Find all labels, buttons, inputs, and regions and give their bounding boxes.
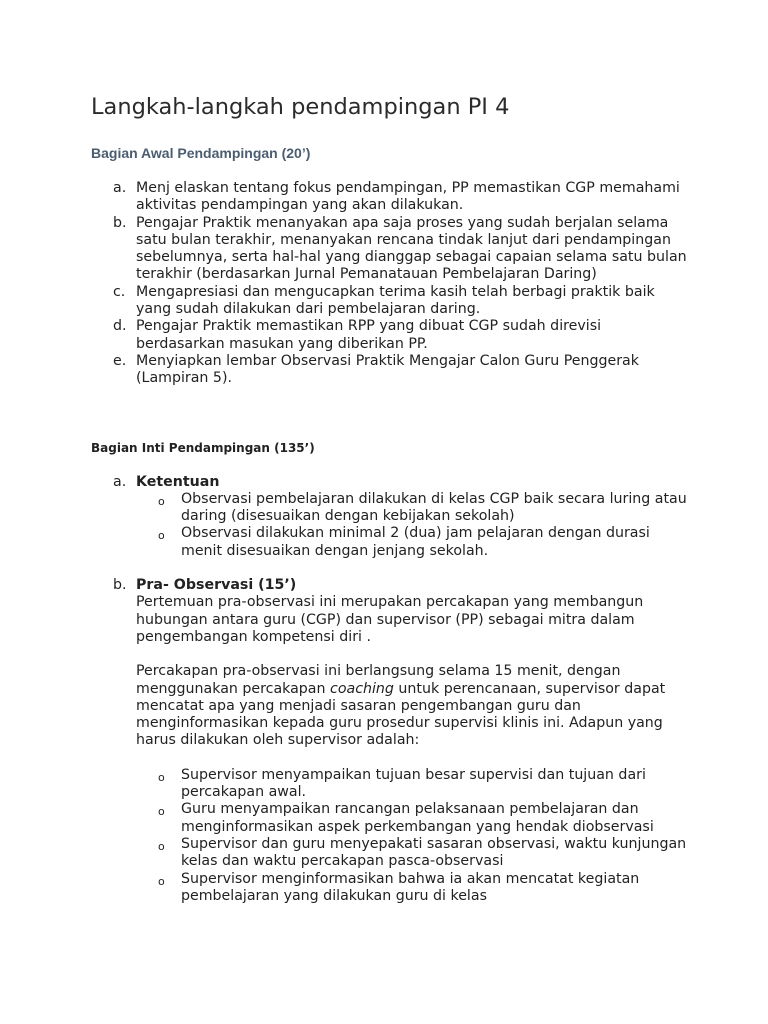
bullet-text: Observasi dilakukan minimal 2 (dua) jam pelajaran dengan durasi menit disesuaikan dengan jenjang sekolah. (181, 525, 650, 559)
list-item-text: Mengapresiasi dan mengucapkan terima kasih telah berbagi praktik baik yang sudah dilakukan dari pembelajaran daring. (136, 283, 655, 318)
bullet-item (91, 836, 691, 871)
bullet-text: Supervisor menginformasikan bahwa ia akan mencatat kegiatan pembelajaran yang dilakukan guru di kelas (181, 870, 640, 904)
bullet-item (91, 767, 691, 802)
pra-observasi-label: Pra- Observasi (15’) (136, 577, 297, 594)
bullet-marker: o (158, 770, 165, 784)
list-item (91, 180, 691, 215)
bullet-text: Observasi pembelajaran dilakukan di kelas CGP baik secara luring atau daring (disesuaikan dengan kebijakan sekolah) (181, 490, 687, 525)
pra-observasi-bullets (91, 767, 691, 905)
section-heading-inti: Bagian Inti Pendampingan (135’) (91, 440, 315, 455)
list-marker: c. (113, 283, 126, 300)
list-item (91, 353, 691, 388)
bullet-marker: o (158, 529, 165, 543)
list-item-ketentuan (91, 474, 691, 560)
inti-list (91, 474, 691, 906)
list-marker: b. (113, 214, 127, 231)
list-marker: b. (113, 577, 127, 594)
bullet-item (91, 491, 691, 526)
ketentuan-bullets (91, 491, 691, 560)
list-marker: d. (113, 318, 127, 335)
bullet-item (91, 525, 691, 560)
bullet-marker: o (158, 494, 165, 508)
para2-text-after: untuk perencanaan, supervisor dapat mencatat apa yang menjadi sasaran pengembangan guru dan menginformasikan kepada guru prosedur supervisi klinis ini. Adapun yang harus dilakukan oleh supervisor adalah: (136, 680, 666, 749)
list-item (91, 318, 691, 353)
pra-observasi-paragraph-2 (136, 663, 691, 749)
list-item-text: Menj elaskan tentang fokus pendampingan, PP memastikan CGP memahami aktivitas pendampingan yang akan dilakukan. (136, 180, 680, 214)
section-heading-awal: Bagian Awal Pendampingan (20’) (91, 145, 311, 161)
list-item (91, 284, 691, 319)
para2-text-before: Percakapan pra-observasi ini berlangsung selama 15 menit, dengan menggunakan percakapan (136, 663, 621, 697)
page-title: Langkah-langkah pendampingan PI 4 (91, 94, 510, 120)
ketentuan-label: Ketentuan (136, 473, 220, 490)
list-marker: a. (113, 180, 127, 196)
list-marker: a. (113, 473, 127, 490)
awal-list (91, 180, 691, 388)
document-page (91, 92, 691, 905)
bullet-marker: o (158, 839, 165, 853)
para2-italic: coaching (330, 680, 394, 697)
list-item-pra-observasi (91, 577, 691, 905)
bullet-text: Supervisor menyampaikan tujuan besar supervisi dan tujuan dari percakapan awal. (181, 766, 646, 801)
list-item (91, 215, 691, 284)
list-item-text: Pengajar Praktik menanyakan apa saja proses yang sudah berjalan selama satu bulan terakhir, menanyakan rencana tindak lanjut dari pendampingan sebelumnya, serta hal-hal yang dianggap sebagai capaian selama satu bulan terakhir (berdasarkan Jurnal Pemanatauan Pembelajaran Daring) (136, 214, 687, 283)
list-marker: e. (113, 352, 127, 369)
bullet-item (91, 801, 691, 836)
bullet-marker: o (158, 874, 165, 888)
list-item-text: Pengajar Praktik memastikan RPP yang dibuat CGP sudah direvisi berdasarkan masukan yang diberikan PP. (136, 318, 602, 352)
bullet-text: Supervisor dan guru menyepakati sasaran observasi, waktu kunjungan kelas dan waktu percakapan pasca-observasi (181, 835, 687, 870)
bullet-marker: o (158, 805, 165, 819)
bullet-item (91, 871, 691, 906)
bullet-text: Guru menyampaikan rancangan pelaksanaan pembelajaran dan menginformasikan aspek perkembangan yang hendak diobservasi (181, 801, 654, 835)
pra-observasi-paragraph-1: Pertemuan pra-observasi ini merupakan percakapan yang membangun hubungan antara guru (CGP) dan supervisor (PP) sebagai mitra dalam pengembangan kompetensi diri . (136, 594, 644, 645)
list-item-text: Menyiapkan lembar Observasi Praktik Mengajar Calon Guru Penggerak (Lampiran 5). (136, 352, 639, 387)
